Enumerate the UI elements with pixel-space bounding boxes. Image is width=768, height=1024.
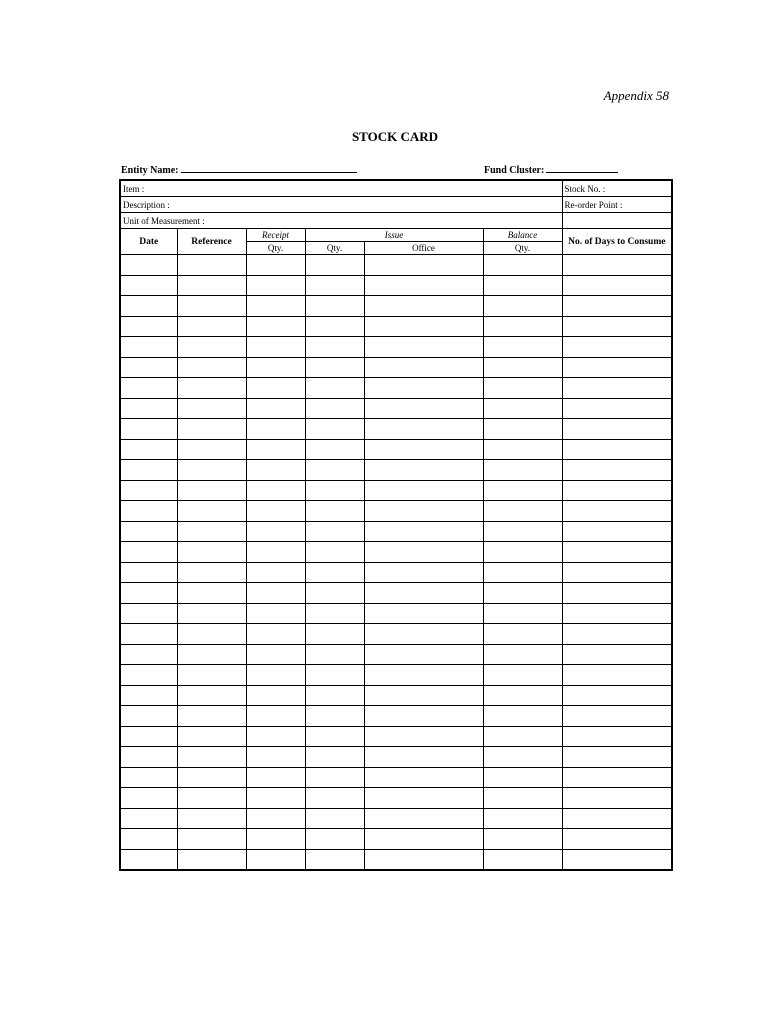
reference-cell <box>177 808 246 829</box>
days-cell <box>562 275 672 296</box>
office-cell <box>364 275 483 296</box>
office-cell <box>364 747 483 768</box>
issue-qty-cell <box>305 644 364 665</box>
date-cell <box>120 521 177 542</box>
balance-qty-cell <box>483 296 562 317</box>
issue-qty-cell <box>305 849 364 870</box>
table-row <box>120 624 672 645</box>
item-row <box>120 180 672 197</box>
issue-qty-cell <box>305 275 364 296</box>
issue-qty-cell <box>305 583 364 604</box>
date-cell <box>120 255 177 276</box>
balance-qty-cell <box>483 460 562 481</box>
reference-cell <box>177 398 246 419</box>
date-cell <box>120 583 177 604</box>
office-cell <box>364 788 483 809</box>
days-cell <box>562 706 672 727</box>
table-row <box>120 439 672 460</box>
table-row <box>120 808 672 829</box>
entity-name-blank <box>181 163 357 173</box>
fund-cluster-blank <box>546 163 618 173</box>
receipt-qty-cell <box>246 337 305 358</box>
balance-qty-cell <box>483 808 562 829</box>
table-row <box>120 542 672 563</box>
days-cell <box>562 357 672 378</box>
reference-cell <box>177 501 246 522</box>
table-row <box>120 726 672 747</box>
unit-row <box>120 213 672 229</box>
office-cell <box>364 624 483 645</box>
reference-cell <box>177 829 246 850</box>
receipt-qty-cell <box>246 419 305 440</box>
table-row <box>120 357 672 378</box>
col-days-to-consume: No. of Days to Consume <box>562 229 672 255</box>
office-cell <box>364 255 483 276</box>
table-row <box>120 378 672 399</box>
date-cell <box>120 726 177 747</box>
entity-name-label: Entity Name: <box>121 165 179 176</box>
col-balance-qty: Qty. <box>483 242 562 255</box>
date-cell <box>120 501 177 522</box>
balance-qty-cell <box>483 767 562 788</box>
office-cell <box>364 726 483 747</box>
receipt-qty-cell <box>246 603 305 624</box>
issue-qty-cell <box>305 439 364 460</box>
balance-qty-cell <box>483 542 562 563</box>
days-cell <box>562 665 672 686</box>
days-cell <box>562 562 672 583</box>
table-row <box>120 603 672 624</box>
office-cell <box>364 808 483 829</box>
stock-card-table <box>119 179 673 871</box>
reference-cell <box>177 665 246 686</box>
date-cell <box>120 849 177 870</box>
issue-qty-cell <box>305 726 364 747</box>
days-cell <box>562 603 672 624</box>
balance-qty-cell <box>483 275 562 296</box>
table-row <box>120 316 672 337</box>
col-balance: Balance <box>483 229 562 242</box>
days-cell <box>562 726 672 747</box>
issue-qty-cell <box>305 685 364 706</box>
balance-qty-cell <box>483 685 562 706</box>
issue-qty-cell <box>305 624 364 645</box>
balance-qty-cell <box>483 501 562 522</box>
days-cell <box>562 788 672 809</box>
reference-cell <box>177 603 246 624</box>
table-row <box>120 829 672 850</box>
issue-qty-cell <box>305 521 364 542</box>
col-issue-qty: Qty. <box>305 242 364 255</box>
receipt-qty-cell <box>246 706 305 727</box>
description-label: Description : <box>120 197 562 213</box>
reference-cell <box>177 316 246 337</box>
issue-qty-cell <box>305 808 364 829</box>
reference-cell <box>177 419 246 440</box>
balance-qty-cell <box>483 316 562 337</box>
receipt-qty-cell <box>246 542 305 563</box>
balance-qty-cell <box>483 644 562 665</box>
table-row <box>120 501 672 522</box>
days-cell <box>562 439 672 460</box>
days-cell <box>562 521 672 542</box>
receipt-qty-cell <box>246 378 305 399</box>
office-cell <box>364 337 483 358</box>
col-receipt-qty: Qty. <box>246 242 305 255</box>
table-row <box>120 275 672 296</box>
date-cell <box>120 480 177 501</box>
balance-qty-cell <box>483 378 562 399</box>
receipt-qty-cell <box>246 460 305 481</box>
table-row <box>120 419 672 440</box>
entity-name-field <box>121 163 357 176</box>
office-cell <box>364 583 483 604</box>
issue-qty-cell <box>305 460 364 481</box>
reference-cell <box>177 357 246 378</box>
receipt-qty-cell <box>246 624 305 645</box>
table-row <box>120 685 672 706</box>
balance-qty-cell <box>483 521 562 542</box>
office-cell <box>364 398 483 419</box>
issue-qty-cell <box>305 398 364 419</box>
receipt-qty-cell <box>246 685 305 706</box>
reference-cell <box>177 275 246 296</box>
balance-qty-cell <box>483 583 562 604</box>
days-cell <box>562 644 672 665</box>
issue-qty-cell <box>305 255 364 276</box>
issue-qty-cell <box>305 501 364 522</box>
receipt-qty-cell <box>246 357 305 378</box>
unit-right-blank <box>562 213 672 229</box>
table-row <box>120 767 672 788</box>
page-title: STOCK CARD <box>351 129 439 144</box>
table-row <box>120 398 672 419</box>
receipt-qty-cell <box>246 255 305 276</box>
office-cell <box>364 665 483 686</box>
issue-qty-cell <box>305 419 364 440</box>
days-cell <box>562 685 672 706</box>
balance-qty-cell <box>483 849 562 870</box>
balance-qty-cell <box>483 706 562 727</box>
date-cell <box>120 603 177 624</box>
days-cell <box>562 296 672 317</box>
receipt-qty-cell <box>246 583 305 604</box>
receipt-qty-cell <box>246 316 305 337</box>
office-cell <box>364 562 483 583</box>
date-cell <box>120 665 177 686</box>
reference-cell <box>177 480 246 501</box>
table-row <box>120 747 672 768</box>
date-cell <box>120 788 177 809</box>
fund-cluster-field <box>484 163 618 176</box>
office-cell <box>364 685 483 706</box>
reference-cell <box>177 521 246 542</box>
date-cell <box>120 419 177 440</box>
office-cell <box>364 316 483 337</box>
table-row <box>120 665 672 686</box>
days-cell <box>562 378 672 399</box>
reference-cell <box>177 337 246 358</box>
reference-cell <box>177 624 246 645</box>
office-cell <box>364 480 483 501</box>
reference-cell <box>177 378 246 399</box>
days-cell <box>562 808 672 829</box>
receipt-qty-cell <box>246 398 305 419</box>
date-cell <box>120 439 177 460</box>
office-cell <box>364 521 483 542</box>
date-cell <box>120 337 177 358</box>
date-cell <box>120 378 177 399</box>
reference-cell <box>177 460 246 481</box>
days-cell <box>562 501 672 522</box>
receipt-qty-cell <box>246 275 305 296</box>
office-cell <box>364 296 483 317</box>
office-cell <box>364 439 483 460</box>
issue-qty-cell <box>305 603 364 624</box>
office-cell <box>364 767 483 788</box>
receipt-qty-cell <box>246 296 305 317</box>
office-cell <box>364 829 483 850</box>
receipt-qty-cell <box>246 767 305 788</box>
days-cell <box>562 419 672 440</box>
table-row <box>120 296 672 317</box>
date-cell <box>120 808 177 829</box>
reference-cell <box>177 542 246 563</box>
table-row <box>120 521 672 542</box>
receipt-qty-cell <box>246 808 305 829</box>
date-cell <box>120 460 177 481</box>
receipt-qty-cell <box>246 849 305 870</box>
issue-qty-cell <box>305 767 364 788</box>
office-cell <box>364 542 483 563</box>
date-cell <box>120 767 177 788</box>
table-row <box>120 849 672 870</box>
table-row <box>120 460 672 481</box>
col-issue: Issue <box>305 229 483 242</box>
receipt-qty-cell <box>246 665 305 686</box>
table-row <box>120 337 672 358</box>
days-cell <box>562 849 672 870</box>
balance-qty-cell <box>483 726 562 747</box>
issue-qty-cell <box>305 706 364 727</box>
balance-qty-cell <box>483 337 562 358</box>
days-cell <box>562 255 672 276</box>
balance-qty-cell <box>483 480 562 501</box>
balance-qty-cell <box>483 829 562 850</box>
reference-cell <box>177 747 246 768</box>
days-cell <box>562 747 672 768</box>
receipt-qty-cell <box>246 439 305 460</box>
reference-cell <box>177 767 246 788</box>
reference-cell <box>177 726 246 747</box>
reference-cell <box>177 685 246 706</box>
balance-qty-cell <box>483 398 562 419</box>
office-cell <box>364 501 483 522</box>
receipt-qty-cell <box>246 521 305 542</box>
fund-cluster-label: Fund Cluster: <box>484 165 545 176</box>
date-cell <box>120 398 177 419</box>
receipt-qty-cell <box>246 562 305 583</box>
balance-qty-cell <box>483 747 562 768</box>
table-row <box>120 480 672 501</box>
issue-qty-cell <box>305 337 364 358</box>
receipt-qty-cell <box>246 501 305 522</box>
issue-qty-cell <box>305 316 364 337</box>
office-cell <box>364 849 483 870</box>
reorder-point-label: Re-order Point : <box>562 197 672 213</box>
col-receipt: Receipt <box>246 229 305 242</box>
office-cell <box>364 378 483 399</box>
balance-qty-cell <box>483 439 562 460</box>
receipt-qty-cell <box>246 480 305 501</box>
days-cell <box>562 460 672 481</box>
table-row <box>120 255 672 276</box>
days-cell <box>562 316 672 337</box>
office-cell <box>364 603 483 624</box>
issue-qty-cell <box>305 829 364 850</box>
balance-qty-cell <box>483 255 562 276</box>
issue-qty-cell <box>305 378 364 399</box>
balance-qty-cell <box>483 419 562 440</box>
balance-qty-cell <box>483 603 562 624</box>
office-cell <box>364 706 483 727</box>
issue-qty-cell <box>305 296 364 317</box>
col-office: Office <box>364 242 483 255</box>
balance-qty-cell <box>483 562 562 583</box>
reference-cell <box>177 788 246 809</box>
date-cell <box>120 829 177 850</box>
issue-qty-cell <box>305 665 364 686</box>
receipt-qty-cell <box>246 726 305 747</box>
date-cell <box>120 296 177 317</box>
column-group-header <box>120 229 672 242</box>
reference-cell <box>177 583 246 604</box>
office-cell <box>364 419 483 440</box>
reference-cell <box>177 562 246 583</box>
issue-qty-cell <box>305 562 364 583</box>
table-row <box>120 788 672 809</box>
table-row <box>120 583 672 604</box>
date-cell <box>120 685 177 706</box>
days-cell <box>562 829 672 850</box>
reference-cell <box>177 296 246 317</box>
date-cell <box>120 624 177 645</box>
date-cell <box>120 357 177 378</box>
receipt-qty-cell <box>246 788 305 809</box>
reference-cell <box>177 706 246 727</box>
date-cell <box>120 747 177 768</box>
days-cell <box>562 337 672 358</box>
receipt-qty-cell <box>246 829 305 850</box>
date-cell <box>120 644 177 665</box>
date-cell <box>120 316 177 337</box>
table-row <box>120 644 672 665</box>
date-cell <box>120 275 177 296</box>
date-cell <box>120 542 177 563</box>
office-cell <box>364 357 483 378</box>
days-cell <box>562 480 672 501</box>
balance-qty-cell <box>483 357 562 378</box>
receipt-qty-cell <box>246 644 305 665</box>
stock-no-label: Stock No. : <box>562 180 672 197</box>
office-cell <box>364 644 483 665</box>
days-cell <box>562 398 672 419</box>
table-row <box>120 706 672 727</box>
table-row <box>120 562 672 583</box>
issue-qty-cell <box>305 480 364 501</box>
date-cell <box>120 562 177 583</box>
col-date: Date <box>120 229 177 255</box>
date-cell <box>120 706 177 727</box>
days-cell <box>562 624 672 645</box>
balance-qty-cell <box>483 788 562 809</box>
reference-cell <box>177 255 246 276</box>
days-cell <box>562 542 672 563</box>
reference-cell <box>177 644 246 665</box>
days-cell <box>562 767 672 788</box>
issue-qty-cell <box>305 747 364 768</box>
office-cell <box>364 460 483 481</box>
balance-qty-cell <box>483 665 562 686</box>
issue-qty-cell <box>305 788 364 809</box>
unit-label: Unit of Measurement : <box>120 213 562 229</box>
col-reference: Reference <box>177 229 246 255</box>
item-label: Item : <box>120 180 562 197</box>
days-cell <box>562 583 672 604</box>
reference-cell <box>177 439 246 460</box>
reference-cell <box>177 849 246 870</box>
description-row <box>120 197 672 213</box>
balance-qty-cell <box>483 624 562 645</box>
issue-qty-cell <box>305 542 364 563</box>
receipt-qty-cell <box>246 747 305 768</box>
appendix-label: Appendix 58 <box>603 88 669 103</box>
issue-qty-cell <box>305 357 364 378</box>
